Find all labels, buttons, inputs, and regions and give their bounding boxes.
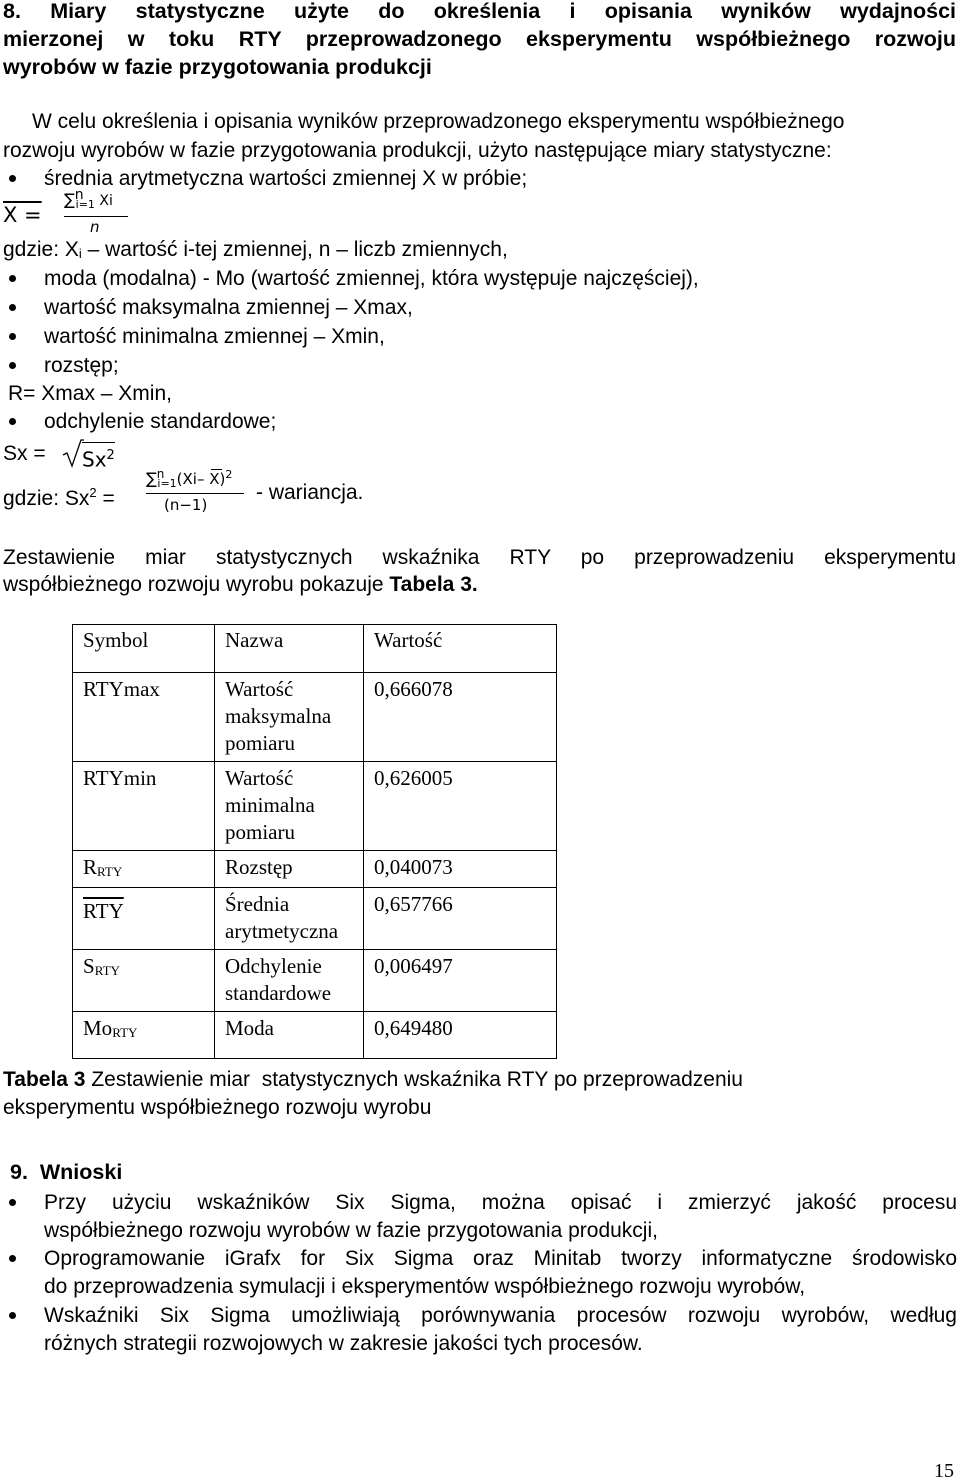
max-item: wartość maksymalna zmiennej – Xmax, [44, 296, 413, 319]
cell-name: Wartość minimalna pomiaru [215, 762, 364, 851]
table-caption-line-2: eksperymentu współbieżnego rozwoju wyrobu [3, 1096, 432, 1119]
variance-sum-symbol: ∑ [146, 469, 157, 488]
cell-symbol-text: RTYmin [83, 766, 157, 790]
mean-formula-numerator [64, 187, 113, 211]
stddev-item: odchylenie standardowe; [44, 410, 277, 433]
variance-denominator: (n−1) [164, 496, 208, 514]
section-9-heading: 9. Wnioski [10, 1160, 123, 1184]
cell-symbol [73, 762, 215, 851]
cell-value: 0,657766 [364, 888, 557, 950]
section-8-heading-line-2: mierzonej w toku RTY przeprowadzonego eksperymentu współbieżnego rozwoju [3, 27, 956, 51]
header-symbol: Symbol [73, 625, 215, 673]
cell-symbol [73, 1012, 215, 1059]
where-prefix: gdzie: X [3, 238, 79, 261]
cell-symbol [73, 673, 215, 762]
bullet-icon [9, 1255, 16, 1262]
cell-symbol-text: S [83, 954, 95, 978]
cell-symbol-sub: RTY [97, 864, 123, 879]
summary-line-2-text: współbieżnego rozwoju wyrobu pokazuje [3, 573, 390, 596]
conclusion-2-line-2: do przeprowadzenia symulacji i eksperymentów współbieżnego rozwoju wyrobów, [44, 1275, 806, 1298]
table-row [73, 1012, 557, 1059]
variance-lhs [3, 479, 115, 512]
mean-formula-denominator: n [90, 218, 100, 236]
mean-formula-lhs [3, 203, 42, 227]
variance-sum-exp: 2 [225, 468, 233, 481]
mode-item: moda (modalna) - Mo (wartość zmiennej, która występuje najczęściej), [44, 267, 699, 290]
mean-formula-lhs-text: X = [3, 203, 42, 227]
sx-formula-lhs: Sx = [3, 442, 46, 465]
table-row [73, 673, 557, 762]
cell-symbol-text: Mo [83, 1016, 113, 1040]
variance-fraction-bar [146, 493, 244, 494]
conclusion-1-line-2: współbieżnego rozwoju wyrobów w fazie przygotowania produkcji, [44, 1219, 658, 1242]
mean-item: średnia arytmetyczna wartości zmiennej X w próbie; [44, 167, 528, 190]
cell-symbol-text: $\overline{RTY}$ [83, 899, 124, 923]
sum-upper: n [74, 187, 84, 203]
section-8-heading-line-1: 8. Miary statystyczne użyte do określenia i opisania wyników wydajności [3, 0, 956, 23]
table-header-row [73, 625, 557, 673]
sx-radicand-text: Sx [82, 447, 107, 472]
where-sub: i [78, 246, 82, 261]
fraction-bar [64, 216, 128, 217]
conclusion-2-line-1: Oprogramowanie iGrafx for Six Sigma oraz Minitab tworzy informatyczne środowisko [44, 1247, 957, 1270]
bullet-icon [9, 1312, 16, 1319]
sx-radicand-exp: 2 [106, 448, 115, 463]
where-line [3, 236, 508, 265]
cell-value: 0,649480 [364, 1012, 557, 1059]
cell-symbol-text: R [83, 855, 98, 879]
cell-symbol-text: RTYmax [83, 677, 160, 701]
table-row [73, 851, 557, 888]
variance-sum-term: (Xi– X) [176, 470, 226, 488]
sx-radicand [82, 442, 115, 473]
table-row [73, 888, 557, 950]
range-formula: R= Xmax – Xmin, [8, 382, 172, 405]
cell-symbol-sub: RTY [94, 963, 120, 978]
sqrt-icon [62, 438, 84, 468]
bullet-icon [9, 362, 16, 369]
sum-lower: i=1 [75, 198, 95, 211]
cell-value: 0,626005 [364, 762, 557, 851]
header-value: Wartość [364, 625, 557, 673]
cell-symbol [73, 851, 215, 888]
bullet-icon [9, 175, 16, 182]
summary-table-ref: Tabela 3. [389, 573, 478, 596]
conclusion-3-line-2: różnych strategii rozwojowych w zakresie jakości tych procesów. [44, 1332, 643, 1355]
caption-text: Zestawienie miar statystycznych wskaźnika RTY po przeprowadzeniu [85, 1068, 743, 1091]
caption-label: Tabela 3 [3, 1068, 86, 1091]
overline-mark [211, 469, 222, 470]
table-caption-line-1 [3, 1066, 743, 1093]
cell-symbol-sub: RTY [112, 1025, 138, 1040]
where-rest: – wartość i-tej zmiennej, n – liczb zmiennych, [81, 238, 508, 261]
summary-line-2 [3, 571, 478, 598]
bullet-icon [9, 275, 16, 282]
bullet-icon [9, 333, 16, 340]
table-row [73, 950, 557, 1012]
variance-sum-upper: n [156, 467, 165, 481]
bullet-icon [9, 1199, 16, 1206]
cell-name: Wartość maksymalna pomiaru [215, 673, 364, 762]
sum-term: Xi [99, 193, 113, 209]
header-name: Nazwa [215, 625, 364, 673]
cell-symbol [73, 950, 215, 1012]
cell-name: Moda [215, 1012, 364, 1059]
bullet-icon [9, 304, 16, 311]
variance-suffix: - wariancja. [256, 481, 364, 504]
cell-value: 0,006497 [364, 950, 557, 1012]
page-number: 15 [934, 1460, 954, 1482]
intro-line-2: rozwoju wyrobów w fazie przygotowania produkcji, użyto następujące miary statystyczne: [3, 139, 832, 162]
statistics-table [72, 624, 557, 1059]
table-row [73, 762, 557, 851]
cell-name: Średnia arytmetyczna [215, 888, 364, 950]
cell-name: Odchylenie standardowe [215, 950, 364, 1012]
cell-name: Rozstęp [215, 851, 364, 888]
bullet-icon [9, 418, 16, 425]
section-8-heading-line-3: wyrobów w fazie przygotowania produkcji [3, 55, 432, 79]
variance-exp: 2 [89, 485, 97, 500]
conclusion-1-line-1: Przy użyciu wskaźników Six Sigma, można opisać i zmierzyć jakość procesu [44, 1191, 957, 1214]
cell-symbol [73, 888, 215, 950]
cell-value: 0,666078 [364, 673, 557, 762]
sum-symbol: ∑ [64, 190, 75, 209]
intro-line-1: W celu określenia i opisania wyników przeprowadzonego eksperymentu współbieżnego [32, 110, 845, 133]
range-item: rozstęp; [44, 354, 119, 377]
variance-prefix: gdzie: Sx [3, 487, 90, 510]
summary-line-1: Zestawienie miar statystycznych wskaźnika RTY po przeprowadzeniu eksperymentu [3, 546, 956, 569]
cell-value: 0,040073 [364, 851, 557, 888]
min-item: wartość minimalna zmiennej – Xmin, [44, 325, 385, 348]
variance-sum-lower: i=1 [157, 477, 177, 490]
variance-eq: = [96, 487, 115, 510]
conclusion-3-line-1: Wskaźniki Six Sigma umożliwiają porównywania procesów rozwoju wyrobów, według [44, 1304, 957, 1327]
